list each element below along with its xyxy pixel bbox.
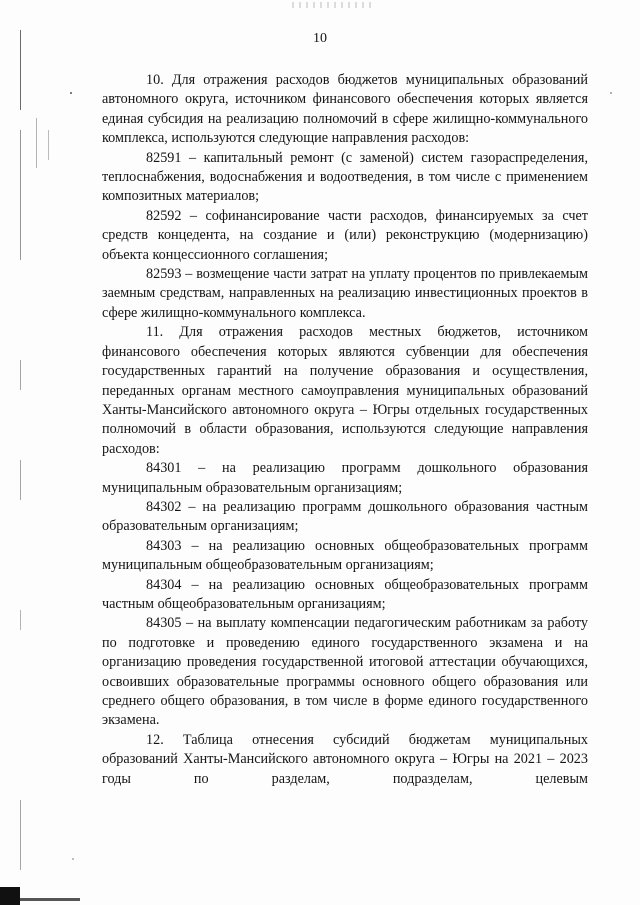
scan-dust xyxy=(72,858,74,860)
paragraph-10: 10. Для отражения расходов бюджетов муниципальных образований автономного округа, источником финансового обеспечения которых является единая субсидия на реализацию полномочий в сфере жилищно-коммунального комплекса, используются следующие направления расходов: xyxy=(102,72,588,147)
scan-margin-line xyxy=(36,118,37,168)
scan-margin-line xyxy=(48,130,49,160)
paragraph-84305: 84305 – на выплату компенсации педагогическим работникам за работу по подготовке и проведению единого государственного экзамена и на организацию проведения государственной итоговой аттестации обучающихся, освоивших образовательные программы основного общего образования или среднего общего образования, в том числе в форме единого государственного экзамена. xyxy=(102,615,588,729)
scan-bottom-line xyxy=(20,898,80,901)
scan-margin-line xyxy=(20,130,21,260)
paragraph-11: 11. Для отражения расходов местных бюджетов, источником финансового обеспечения которых являются субвенции для обеспечения государственных гарантий на получение образования и осуществления, переданных органам местного самоуправления муниципальных образований Ханты-Мансийского автономного округа – Югры отдельных государственных полномочий в области образования, используются следующие направления расходов: xyxy=(102,324,588,457)
scan-margin-line xyxy=(20,360,21,390)
scan-header-smudge xyxy=(292,2,372,8)
scan-dust xyxy=(610,92,612,94)
paragraph-84301: 84301 – на реализацию программ дошкольного образования муниципальным образовательным организациям; xyxy=(102,460,588,496)
page-number: 10 xyxy=(313,31,327,46)
paragraph-82593: 82593 – возмещение части затрат на уплату процентов по привлекаемым заемным средствам, направленных на реализацию инвестиционных проектов в сфере жилищно-коммунального комплекса. xyxy=(102,266,588,321)
paragraph-12: 12. Таблица отнесения субсидий бюджетам муниципальных образований Ханты-Мансийского автономного округа – Югры на 2021 – 2023 годы по разделам, подразделам, целевым xyxy=(102,731,588,787)
scan-corner-mark xyxy=(0,887,20,905)
scan-dust xyxy=(70,92,72,94)
scan-margin-line xyxy=(20,800,21,870)
paragraph-82592: 82592 – софинансирование части расходов, финансируемых за счет средств концедента, на создание и (или) реконструкцию (модернизацию) объекта концессионного соглашения; xyxy=(102,207,588,263)
paragraph-84302: 84302 – на реализацию программ дошкольного образования частным образовательным организациям; xyxy=(102,498,588,535)
scan-margin-line xyxy=(20,610,21,630)
paragraph-82591: 82591 – капитальный ремонт (с заменой) систем газораспределения, теплоснабжения, водоснабжения и водоотведения, в том числе с применением композитных материалов; xyxy=(102,149,588,205)
paragraph-84304: 84304 – на реализацию основных общеобразовательных программ частным общеобразовательным организациям; xyxy=(102,576,588,612)
document-body xyxy=(102,71,588,789)
scan-margin-line xyxy=(20,460,21,500)
paragraph-84303: 84303 – на реализацию основных общеобразовательных программ муниципальным общеобразовательным организациям; xyxy=(102,537,588,574)
